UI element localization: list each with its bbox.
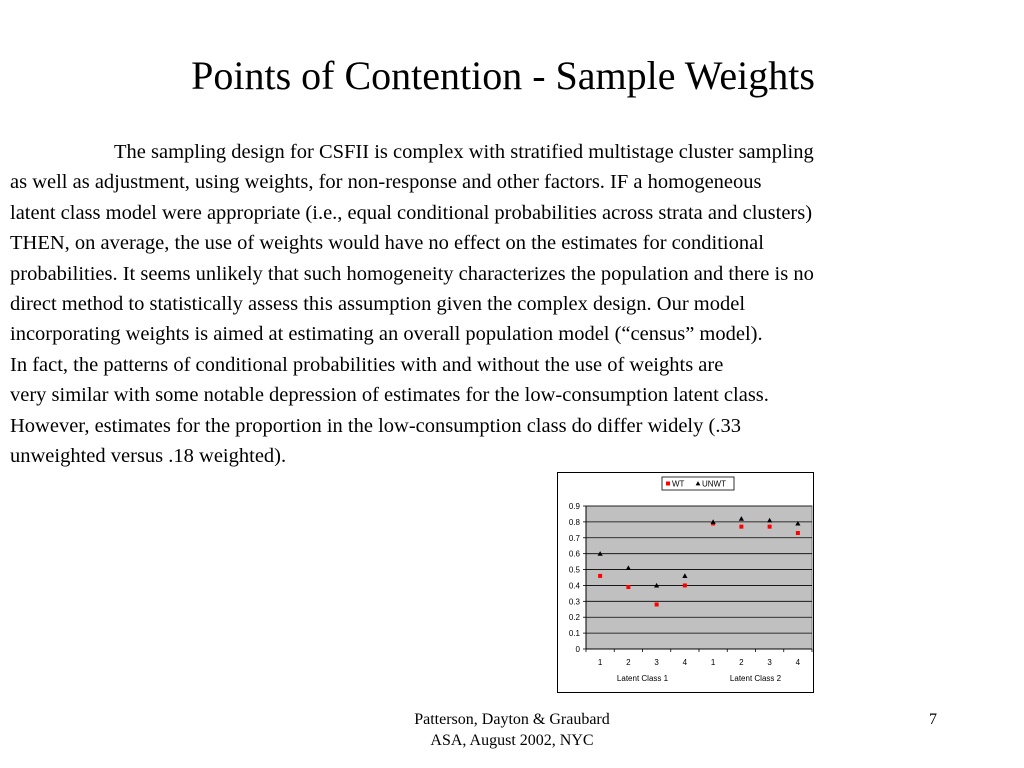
body-line: incorporating weights is aimed at estimating an overall population model (“census” model).	[10, 323, 763, 346]
group-label: Latent Class 2	[729, 674, 782, 683]
y-tick-label: 0.8	[568, 517, 580, 527]
body-line: unweighted versus .18 weighted).	[10, 445, 287, 468]
data-point-wt	[683, 583, 687, 587]
slide-title: Points of Contention - Sample Weights	[191, 53, 815, 98]
footer-authors: Patterson, Dayton & Graubard	[414, 711, 610, 728]
body-line: very similar with some notable depression of estimates for the low-consumption latent class.	[10, 384, 769, 407]
body-text	[10, 137, 1020, 471]
y-tick-label: 0.1	[568, 629, 580, 639]
chart-svg	[558, 473, 813, 692]
body-line: In fact, the patterns of conditional probabilities with and without the use of weights are	[10, 353, 724, 376]
data-point-wt	[626, 585, 630, 589]
footer-credits	[362, 709, 662, 751]
body-line: probabilities. It seems unlikely that such homogeneity characterizes the population and there is no	[10, 262, 814, 285]
scatter-chart	[557, 472, 814, 693]
page-number: 7	[929, 711, 937, 728]
group-label: Latent Class 1	[616, 674, 669, 683]
body-line: The sampling design for CSFII is complex with stratified multistage cluster sampling	[114, 141, 814, 163]
data-point-wt	[598, 574, 602, 578]
legend-label: WT	[672, 479, 685, 489]
x-tick-label: 3	[767, 658, 772, 667]
y-tick-label: 0	[575, 645, 580, 654]
legend-marker-wt	[666, 482, 670, 486]
body-line: direct method to statistically assess this assumption given the complex design. Our model	[10, 293, 746, 316]
data-point-wt	[768, 525, 772, 529]
body-line: latent class model were appropriate (i.e., equal conditional probabilities across strata and clusters)	[10, 201, 813, 224]
y-tick-label: 0.7	[568, 533, 580, 543]
x-tick-label: 4	[795, 658, 801, 667]
y-tick-label: 0.5	[568, 565, 580, 575]
y-tick-label: 0.3	[568, 597, 580, 607]
body-line: However, estimates for the proportion in the low-consumption class do differ widely (.33	[10, 414, 741, 437]
x-tick-label: 2	[739, 658, 744, 667]
plot-area	[586, 506, 812, 649]
x-tick-label: 4	[682, 658, 688, 667]
x-tick-label: 3	[654, 658, 659, 667]
y-tick-label: 0.4	[568, 581, 580, 591]
legend-label: UNWT	[702, 479, 726, 489]
y-tick-label: 0.2	[568, 613, 580, 623]
x-tick-label: 1	[597, 658, 603, 667]
x-tick-label: 2	[626, 658, 631, 667]
data-point-wt	[796, 531, 800, 535]
body-line: THEN, on average, the use of weights would have no effect on the estimates for conditional	[10, 232, 764, 255]
footer-venue: ASA, August 2002, NYC	[430, 732, 594, 749]
data-point-wt	[655, 603, 659, 607]
body-line: as well as adjustment, using weights, for non-response and other factors. IF a homogeneous	[10, 171, 762, 194]
data-point-wt	[739, 525, 743, 529]
x-tick-label: 1	[710, 658, 716, 667]
y-tick-label: 0.9	[568, 502, 580, 511]
y-tick-label: 0.6	[568, 549, 580, 559]
